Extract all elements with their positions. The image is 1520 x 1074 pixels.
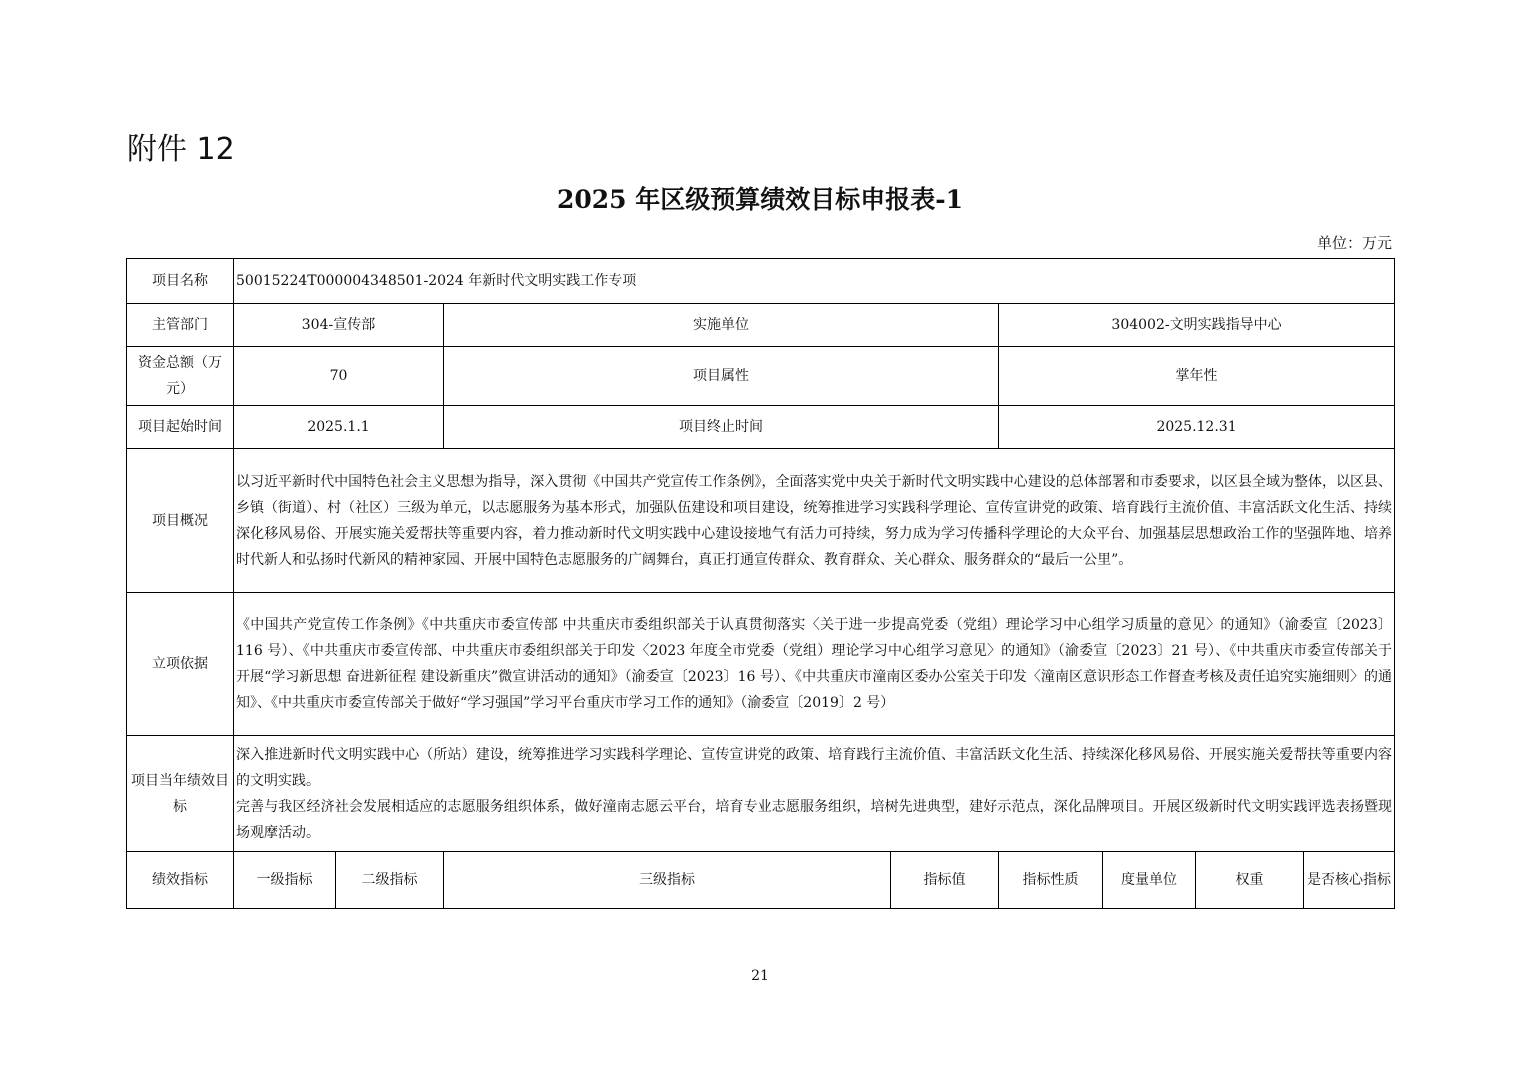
value-goal <box>234 736 1395 852</box>
value-start-time: 2025.1.1 <box>234 406 444 449</box>
col-unit: 度量单位 <box>1103 852 1196 909</box>
label-attribute: 项目属性 <box>444 347 999 406</box>
label-total-funds: 资金总额（万元） <box>127 347 234 406</box>
value-total-funds: 70 <box>234 347 444 406</box>
row-time <box>127 406 1395 449</box>
value-attribute: 掌年性 <box>999 347 1395 406</box>
label-start-time: 项目起始时间 <box>127 406 234 449</box>
goal-line-2: 完善与我区经济社会发展相适应的志愿服务组织体系，做好潼南志愿云平台，培育专业志愿服务组织，培树先进典型，建好示范点，深化品牌项目。开展区级新时代文明实践评选表扬暨现场观摩活动。 <box>236 798 1393 841</box>
page-number: 21 <box>751 968 769 984</box>
row-basis <box>127 593 1395 736</box>
attachment-label: 附件 12 <box>127 132 235 167</box>
col-weight: 权重 <box>1196 852 1304 909</box>
label-project-name: 项目名称 <box>127 259 234 304</box>
value-basis: 《中国共产党宣传工作条例》《中共重庆市委宣传部 中共重庆市委组织部关于认真贯彻落实〈关于进一步提高党委（党组）理论学习中心组学习质量的意见〉的通知》（渝委宣〔2023〕116 号）、《中共重庆市委宣传部、中共重庆市委组织部关于印发〈2023 年度全市党委（党组）理论学习中心组学习意见〉的通知》（渝委宣〔2023〕21 号）、《中共重庆市委宣传部关于开展“学习新思想 奋进新征程 建设新重庆”微宣讲活动的通知》（渝委宣〔2023〕16 号）、《中共重庆市潼南区委办公室关于印发〈潼南区意识形态工作督查考核及责任追究实施细则〉的通知》、《中共重庆市委宣传部关于做好“学习强国”学习平台重庆市学习工作的通知》（渝委宣〔2019〕2 号） <box>234 593 1395 736</box>
value-overview: 以习近平新时代中国特色社会主义思想为指导，深入贯彻《中国共产党宣传工作条例》，全面落实党中央关于新时代文明实践中心建设的总体部署和市委要求，以区县全域为整体，以区县、乡镇（街道）、村（社区）三级为单元，以志愿服务为基本形式，加强队伍建设和项目建设，统筹推进学习实践科学理论、宣传宣讲党的政策、培育践行主流价值、丰富活跃文化生活、持续深化移风易俗、开展实施关爱帮扶等重要内容，着力推动新时代文明实践中心建设接地气有活力可持续，努力成为学习传播科学理论的大众平台、加强基层思想政治工作的坚强阵地、培养时代新人和弘扬时代新风的精神家园、开展中国特色志愿服务的广阔舞台，真正打通宣传群众、教育群众、关心群众、服务群众的“最后一公里”。 <box>234 449 1395 593</box>
document-title: 2025 年区级预算绩效目标申报表-1 <box>556 185 964 214</box>
label-department: 主管部门 <box>127 304 234 347</box>
col-level2: 二级指标 <box>336 852 444 909</box>
budget-performance-form <box>126 258 1395 909</box>
col-core: 是否核心指标 <box>1304 852 1395 909</box>
value-department: 304-宣传部 <box>234 304 444 347</box>
row-goal <box>127 736 1395 852</box>
col-nature: 指标性质 <box>999 852 1103 909</box>
row-indicator-header <box>127 852 1395 909</box>
label-goal: 项目当年绩效目标 <box>127 736 234 852</box>
value-impl-unit: 304002-文明实践指导中心 <box>999 304 1395 347</box>
row-project-name <box>127 259 1395 304</box>
row-total-funds <box>127 347 1395 406</box>
col-level3: 三级指标 <box>444 852 891 909</box>
label-indicators: 绩效指标 <box>127 852 234 909</box>
label-overview: 项目概况 <box>127 449 234 593</box>
row-department <box>127 304 1395 347</box>
label-end-time: 项目终止时间 <box>444 406 999 449</box>
col-value: 指标值 <box>891 852 999 909</box>
label-impl-unit: 实施单位 <box>444 304 999 347</box>
goal-line-1: 深入推进新时代文明实践中心（所站）建设，统筹推进学习实践科学理论、宣传宣讲党的政策、培育践行主流价值、丰富活跃文化生活、持续深化移风易俗、开展实施关爱帮扶等重要内容的文明实践。 <box>236 746 1393 789</box>
value-end-time: 2025.12.31 <box>999 406 1395 449</box>
unit-label: 单位：万元 <box>1316 234 1392 252</box>
value-project-name: 50015224T000004348501-2024 年新时代文明实践工作专项 <box>234 259 1395 304</box>
col-level1: 一级指标 <box>234 852 336 909</box>
label-basis: 立项依据 <box>127 593 234 736</box>
row-overview <box>127 449 1395 593</box>
